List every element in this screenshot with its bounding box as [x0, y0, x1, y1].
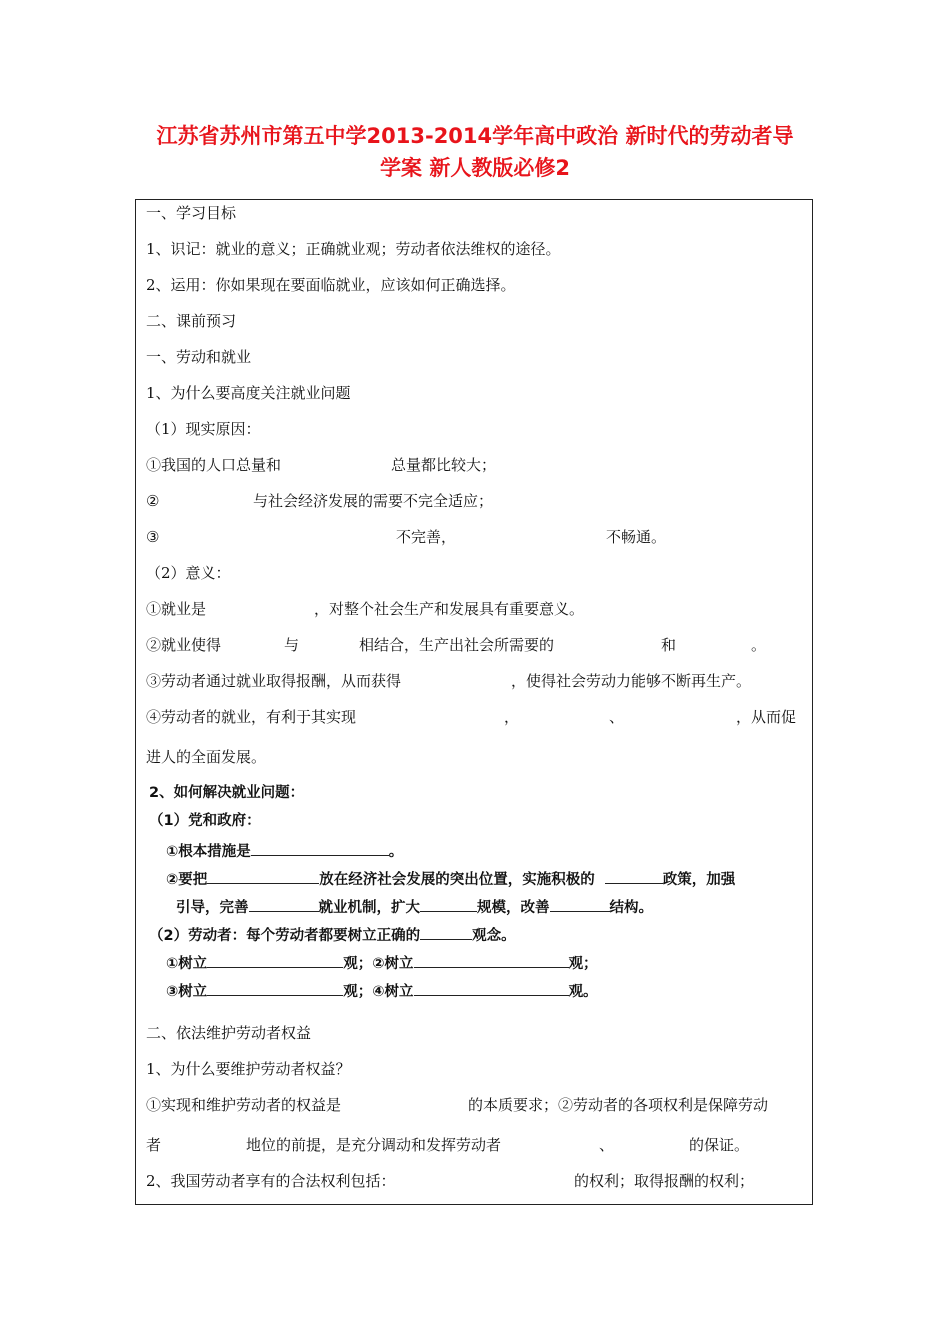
goal-apply: 2、运用：你如果现在要面临就业，应该如何正确选择。 — [146, 276, 516, 294]
blank-line — [414, 951, 569, 968]
significance-4-tail: ，从而促 — [736, 708, 797, 726]
blank-line — [420, 923, 472, 940]
reason-1: ①我国的人口总量和 — [146, 456, 282, 474]
reason-3-tail: 不畅通。 — [606, 528, 667, 546]
subheading-party-government: （1）党和政府： — [149, 813, 261, 829]
subheading-significance: （2）意义： — [146, 564, 231, 582]
significance-2-and: 与 — [284, 636, 300, 654]
reason-3: ③ — [146, 528, 160, 546]
significance-4: ④劳动者的就业，有利于其实现 — [146, 708, 357, 726]
title-line-2: 学案 新人教版必修2 — [380, 156, 570, 180]
protect-reason-2-mid: 地位的前提，是充分调动和发挥劳动者 — [246, 1136, 502, 1154]
question-how-solve: 2、如何解决就业问题： — [149, 785, 305, 801]
significance-2: ②就业使得 — [146, 636, 222, 654]
blank-line — [420, 895, 477, 912]
blank-line — [605, 867, 663, 884]
legal-rights: 2、我国劳动者享有的合法权利包括： — [146, 1172, 396, 1190]
goal-memorize: 1、识记：就业的意义；正确就业观；劳动者依法维权的途径。 — [146, 240, 561, 258]
protect-reason-2-tail: 的保证。 — [689, 1136, 750, 1154]
question-why-employment: 1、为什么要高度关注就业问题 — [146, 384, 351, 402]
attitude-1-2: ①树立 观；②树立 观； — [166, 951, 598, 974]
blank-line — [207, 867, 319, 884]
significance-2-and2: 和 — [661, 636, 677, 654]
protect-reason-2-sep: 、 — [599, 1136, 615, 1154]
blank-line — [550, 895, 610, 912]
measure-2: ②要把 放在经济社会发展的突出位置，实施积极的 政策，加强 — [166, 867, 735, 890]
reason-2: ② — [146, 492, 160, 510]
heading-protect-rights: 二、依法维护劳动者权益 — [146, 1024, 312, 1042]
significance-4-cont: 进人的全面发展。 — [146, 748, 267, 766]
blank-line — [207, 979, 343, 996]
legal-rights-tail: 的权利；取得报酬的权利； — [574, 1172, 755, 1190]
blank-line — [251, 839, 389, 856]
significance-4-comma: ， — [504, 708, 520, 726]
protect-reason-1-tail: 的本质要求；②劳动者的各项权利是保障劳动 — [468, 1096, 769, 1114]
protect-reason-2: 者 — [146, 1136, 162, 1154]
reason-1-tail: 总量都比较大； — [391, 456, 497, 474]
measure-1: ①根本措施是 。 — [166, 839, 403, 862]
significance-3: ③劳动者通过就业取得报酬，从而获得 — [146, 672, 402, 690]
significance-2-end: 。 — [751, 636, 767, 654]
significance-3-tail: ，使得社会劳动力能够不断再生产。 — [511, 672, 752, 690]
attitude-3-4: ③树立 观；④树立 观。 — [166, 979, 598, 1002]
worksheet-box — [135, 199, 813, 1205]
question-why-protect: 1、为什么要维护劳动者权益？ — [146, 1060, 351, 1078]
subheading-workers: （2）劳动者：每个劳动者都要树立正确的 观念。 — [149, 923, 516, 946]
section-learning-goals: 一、学习目标 — [146, 204, 237, 222]
blank-line — [207, 951, 343, 968]
title-line-1: 江苏省苏州市第五中学2013-2014学年高中政治 新时代的劳动者导 — [156, 124, 794, 148]
protect-reason-1: ①实现和维护劳动者的权益是 — [146, 1096, 342, 1114]
document-title — [120, 120, 830, 184]
blank-line — [414, 979, 569, 996]
significance-1: ①就业是 — [146, 600, 207, 618]
significance-4-sep: 、 — [609, 708, 625, 726]
heading-labor-employment: 一、劳动和就业 — [146, 348, 252, 366]
blank-line — [249, 895, 319, 912]
subheading-reasons: （1）现实原因： — [146, 420, 261, 438]
measure-2-cont: 引导，完善 就业机制，扩大 规模，改善 结构。 — [176, 895, 653, 918]
reason-3-mid: 不完善， — [396, 528, 457, 546]
reason-2-tail: 与社会经济发展的需要不完全适应； — [253, 492, 494, 510]
significance-1-tail: ，对整个社会生产和发展具有重要意义。 — [314, 600, 585, 618]
significance-2-mid: 相结合，生产出社会所需要的 — [359, 636, 555, 654]
section-preview: 二、课前预习 — [146, 312, 237, 330]
